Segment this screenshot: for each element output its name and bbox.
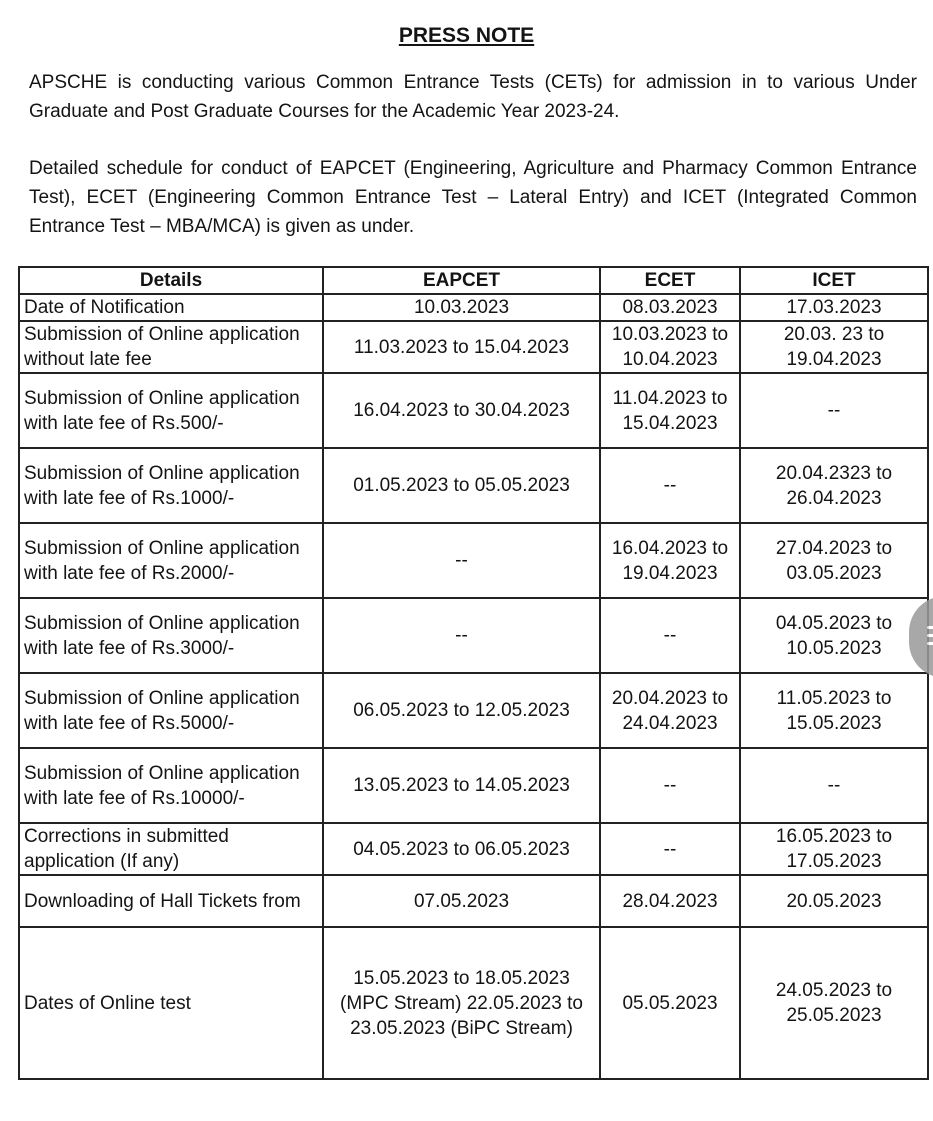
ecet-cell: 11.04.2023 to 15.04.2023 xyxy=(600,373,740,448)
eapcet-cell: 10.03.2023 xyxy=(323,294,600,321)
ecet-cell: 20.04.2023 to 24.04.2023 xyxy=(600,673,740,748)
table-row xyxy=(19,927,928,1079)
table-row xyxy=(19,875,928,927)
header-eapcet: EAPCET xyxy=(323,267,600,294)
table-row xyxy=(19,523,928,598)
table-row xyxy=(19,598,928,673)
detail-cell: Submission of Online application with late fee of Rs.10000/- xyxy=(19,748,323,823)
icet-cell: 20.04.2323 to 26.04.2023 xyxy=(740,448,928,523)
icet-cell: 17.03.2023 xyxy=(740,294,928,321)
detail-cell: Submission of Online application with late fee of Rs.5000/- xyxy=(19,673,323,748)
table-row xyxy=(19,448,928,523)
ecet-cell: 08.03.2023 xyxy=(600,294,740,321)
icet-cell: 24.05.2023 to 25.05.2023 xyxy=(740,927,928,1079)
eapcet-cell: 15.05.2023 to 18.05.2023 (MPC Stream) 22.05.2023 to 23.05.2023 (BiPC Stream) xyxy=(323,927,600,1079)
detail-cell: Submission of Online application with late fee of Rs.1000/- xyxy=(19,448,323,523)
icet-cell: -- xyxy=(740,373,928,448)
eapcet-cell: 16.04.2023 to 30.04.2023 xyxy=(323,373,600,448)
intro-paragraph: APSCHE is conducting various Common Entrance Tests (CETs) for admission in to various Under Graduate and Post Graduate Courses for the Academic Year 2023-24. xyxy=(29,72,917,122)
table-row xyxy=(19,823,928,875)
schedule-intro-paragraph: Detailed schedule for conduct of EAPCET (Engineering, Agriculture and Pharmacy Common Entrance Test), ECET (Engineering Common Entrance Test – Lateral Entry) and ICET (Integrated Common Entrance Test – MBA/MCA) is given as under. xyxy=(29,158,917,237)
icet-cell: -- xyxy=(740,748,928,823)
eapcet-cell: -- xyxy=(323,598,600,673)
detail-cell: Dates of Online test xyxy=(19,927,323,1079)
ecet-cell: 28.04.2023 xyxy=(600,875,740,927)
ecet-cell: -- xyxy=(600,823,740,875)
detail-cell: Corrections in submitted application (If any) xyxy=(19,823,323,875)
header-details: Details xyxy=(19,267,323,294)
detail-cell: Date of Notification xyxy=(19,294,323,321)
ecet-cell: -- xyxy=(600,748,740,823)
detail-cell: Submission of Online application with late fee of Rs.500/- xyxy=(19,373,323,448)
eapcet-cell: 04.05.2023 to 06.05.2023 xyxy=(323,823,600,875)
table-header-row xyxy=(19,267,928,294)
eapcet-cell: 01.05.2023 to 05.05.2023 xyxy=(323,448,600,523)
table-row xyxy=(19,294,928,321)
ecet-cell: 16.04.2023 to 19.04.2023 xyxy=(600,523,740,598)
eapcet-cell: 13.05.2023 to 14.05.2023 xyxy=(323,748,600,823)
eapcet-cell: -- xyxy=(323,523,600,598)
icet-cell: 27.04.2023 to 03.05.2023 xyxy=(740,523,928,598)
detail-cell: Submission of Online application with late fee of Rs.3000/- xyxy=(19,598,323,673)
eapcet-cell: 11.03.2023 to 15.04.2023 xyxy=(323,321,600,373)
ecet-cell: -- xyxy=(600,448,740,523)
ecet-cell: -- xyxy=(600,598,740,673)
detail-cell: Submission of Online application with late fee of Rs.2000/- xyxy=(19,523,323,598)
page-title: PRESS NOTE xyxy=(398,24,535,47)
eapcet-cell: 06.05.2023 to 12.05.2023 xyxy=(323,673,600,748)
icet-cell: 11.05.2023 to 15.05.2023 xyxy=(740,673,928,748)
icet-cell: 20.03. 23 to 19.04.2023 xyxy=(740,321,928,373)
table-row xyxy=(19,373,928,448)
schedule-table xyxy=(18,266,929,1080)
table-row xyxy=(19,673,928,748)
table-row xyxy=(19,748,928,823)
ecet-cell: 10.03.2023 to 10.04.2023 xyxy=(600,321,740,373)
header-ecet: ECET xyxy=(600,267,740,294)
detail-cell: Downloading of Hall Tickets from xyxy=(19,875,323,927)
icet-cell: 04.05.2023 to 10.05.2023 xyxy=(740,598,928,673)
eapcet-cell: 07.05.2023 xyxy=(323,875,600,927)
table-row xyxy=(19,321,928,373)
detail-cell: Submission of Online application without late fee xyxy=(19,321,323,373)
ecet-cell: 05.05.2023 xyxy=(600,927,740,1079)
header-icet: ICET xyxy=(740,267,928,294)
icet-cell: 16.05.2023 to 17.05.2023 xyxy=(740,823,928,875)
icet-cell: 20.05.2023 xyxy=(740,875,928,927)
